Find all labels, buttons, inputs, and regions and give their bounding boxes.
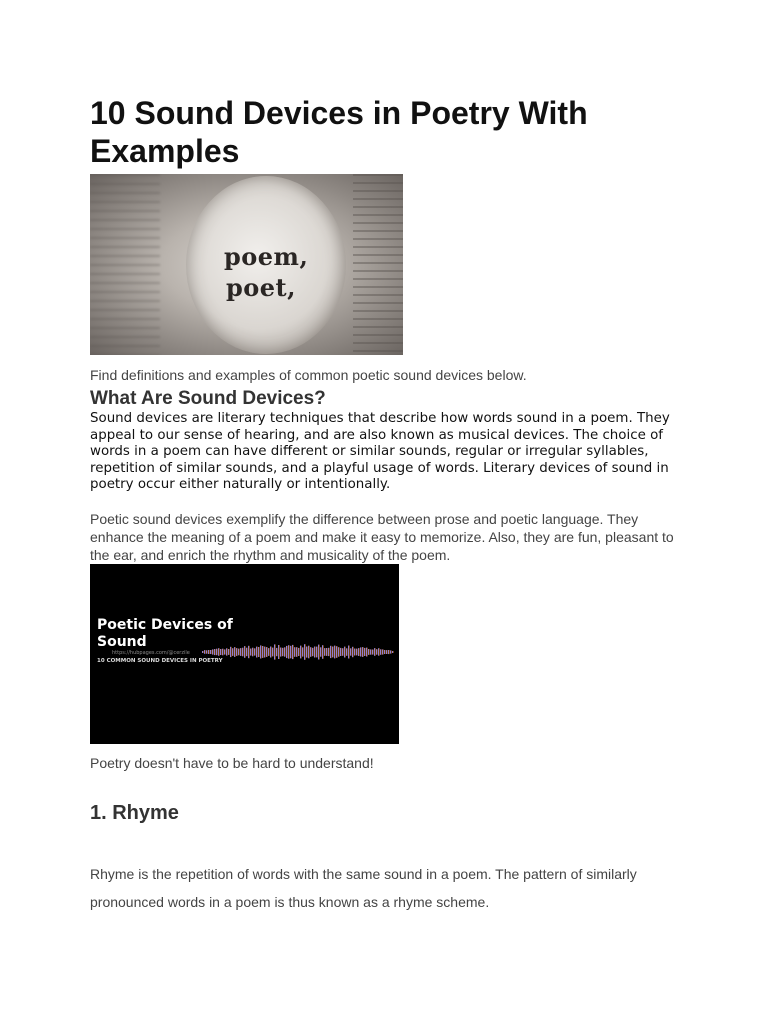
wave-bar xyxy=(322,645,323,659)
wave-bar xyxy=(370,649,371,654)
wave-bar xyxy=(366,648,367,657)
wave-bar xyxy=(358,648,359,656)
wave-bar xyxy=(372,650,373,655)
banner-image xyxy=(90,564,399,744)
wave-bar xyxy=(204,650,205,654)
wave-bar xyxy=(342,648,343,656)
wave-bar xyxy=(374,648,375,656)
banner-title-line1: Poetic Devices of xyxy=(97,617,233,633)
section-body-sound-devices: Sound devices are literary techniques that describe how words sound in a poem. They appeal to our sense of hearing, and are also known as musical devices. The choice of words in a poem can have different or similar sounds, regular or irregular syllables, repetition of similar sounds, and a playful usage of words. Literary devices of sound in poetry occur either naturally or intentionally. xyxy=(90,411,670,493)
wave-bar xyxy=(354,649,355,656)
wave-bar xyxy=(268,648,269,656)
wave-bar xyxy=(254,648,255,655)
wave-bar xyxy=(288,645,289,659)
wave-bar xyxy=(260,645,261,658)
page-title: 10 Sound Devices in Poetry With Examples xyxy=(90,95,588,169)
hero-word-poem: poem, xyxy=(224,242,309,271)
wave-bar xyxy=(248,646,249,658)
wave-bar xyxy=(316,647,317,658)
page-text-blur-right xyxy=(353,174,403,355)
wave-bar xyxy=(242,648,243,657)
wave-bar xyxy=(264,647,265,658)
wave-bar xyxy=(356,649,357,656)
wave-bar xyxy=(246,648,247,657)
wave-bar xyxy=(380,649,381,655)
wave-bar xyxy=(306,647,307,658)
wave-bar xyxy=(230,647,231,657)
wave-bar xyxy=(336,646,337,658)
wave-bar xyxy=(252,648,253,657)
wave-bar xyxy=(302,647,303,656)
wave-bar xyxy=(384,650,385,654)
page-text-blur-left xyxy=(90,174,160,355)
wave-bar xyxy=(308,646,309,659)
wave-bar xyxy=(350,648,351,655)
wave-bar xyxy=(290,646,291,659)
wave-bar xyxy=(236,648,237,656)
wave-bar xyxy=(274,644,275,659)
wave-bar xyxy=(340,648,341,656)
wave-bar xyxy=(362,647,363,657)
wave-bar xyxy=(314,647,315,658)
wave-bar xyxy=(244,646,245,658)
wave-bar xyxy=(382,649,383,654)
wave-bar xyxy=(282,648,283,656)
section-heading-sound-devices: What Are Sound Devices? xyxy=(90,388,326,409)
wave-bar xyxy=(222,649,223,656)
section-heading-rhyme: 1. Rhyme xyxy=(90,802,179,824)
wave-bar xyxy=(238,649,239,656)
wave-bar xyxy=(344,647,345,658)
wave-bar xyxy=(334,646,335,659)
wave-bar xyxy=(332,647,333,658)
wave-bar xyxy=(270,647,271,658)
wave-bar xyxy=(216,649,217,656)
wave-bar xyxy=(378,648,379,656)
wave-bar xyxy=(258,647,259,657)
wave-bar xyxy=(352,647,353,657)
wave-bar xyxy=(292,645,293,659)
wave-bar xyxy=(240,648,241,656)
banner-title-line2: Sound xyxy=(97,634,147,650)
image-caption: Poetry doesn't have to be hard to understand! xyxy=(90,755,374,771)
hero-image xyxy=(90,174,403,355)
wave-bar xyxy=(348,646,349,659)
wave-bar xyxy=(284,647,285,656)
wave-bar xyxy=(208,650,209,654)
wave-bar xyxy=(324,648,325,656)
wave-bar xyxy=(278,645,279,659)
section-body-rhyme: Rhyme is the repetition of words with the same sound in a poem. The pattern of similarly pronounced words in a poem is thus known as a rhyme scheme. xyxy=(90,866,637,910)
intro-text: Find definitions and examples of common poetic sound devices below. xyxy=(90,367,527,383)
wave-bar xyxy=(212,649,213,654)
wave-bar xyxy=(390,650,391,653)
section-body-poetic-devices: Poetic sound devices exemplify the difference between prose and poetic language. They enhance the meaning of a poem and make it easy to memorize. Also, they are fun, pleasant to the ear, and enrich the rhythm and musicality of the poem. xyxy=(90,511,674,563)
sound-wave-icon xyxy=(202,636,394,668)
wave-bar xyxy=(364,648,365,656)
wave-bar xyxy=(328,648,329,656)
wave-bar xyxy=(228,649,229,655)
wave-bar xyxy=(210,650,211,654)
wave-bar xyxy=(256,647,257,658)
wave-bar xyxy=(300,646,301,659)
wave-bar xyxy=(296,647,297,657)
wave-bar xyxy=(232,648,233,656)
wave-bar xyxy=(392,651,393,653)
wave-bar xyxy=(376,649,377,655)
wave-bar xyxy=(266,647,267,657)
wave-bar xyxy=(294,647,295,657)
wave-bar xyxy=(226,648,227,655)
wave-bar xyxy=(224,649,225,654)
wave-bar xyxy=(206,650,207,653)
wave-bar xyxy=(386,650,387,654)
wave-bar xyxy=(360,647,361,656)
wave-bar xyxy=(318,645,319,660)
wave-bar xyxy=(312,648,313,656)
wave-bar xyxy=(330,646,331,658)
wave-bar xyxy=(338,647,339,657)
banner-subtitle: 10 COMMON SOUND DEVICES IN POETRY xyxy=(97,658,223,664)
wave-bar xyxy=(214,649,215,655)
wave-bar xyxy=(234,647,235,657)
wave-bar xyxy=(326,648,327,656)
wave-bar xyxy=(310,647,311,657)
wave-bar xyxy=(346,648,347,656)
wave-bar xyxy=(286,646,287,658)
wave-bar xyxy=(298,648,299,656)
wave-bar xyxy=(304,644,305,660)
wave-bar xyxy=(276,648,277,656)
hero-word-poet: poet, xyxy=(226,273,296,302)
wave-bar xyxy=(388,650,389,654)
wave-bar xyxy=(262,646,263,658)
wave-bar xyxy=(280,648,281,657)
wave-bar xyxy=(272,648,273,657)
wave-bar xyxy=(368,649,369,655)
wave-bar xyxy=(202,651,203,653)
wave-bar xyxy=(220,649,221,655)
wave-bar xyxy=(320,647,321,656)
banner-url: https://hubpages.com/@cerzile xyxy=(112,650,190,656)
wave-bar xyxy=(218,648,219,656)
wave-bar xyxy=(250,649,251,656)
